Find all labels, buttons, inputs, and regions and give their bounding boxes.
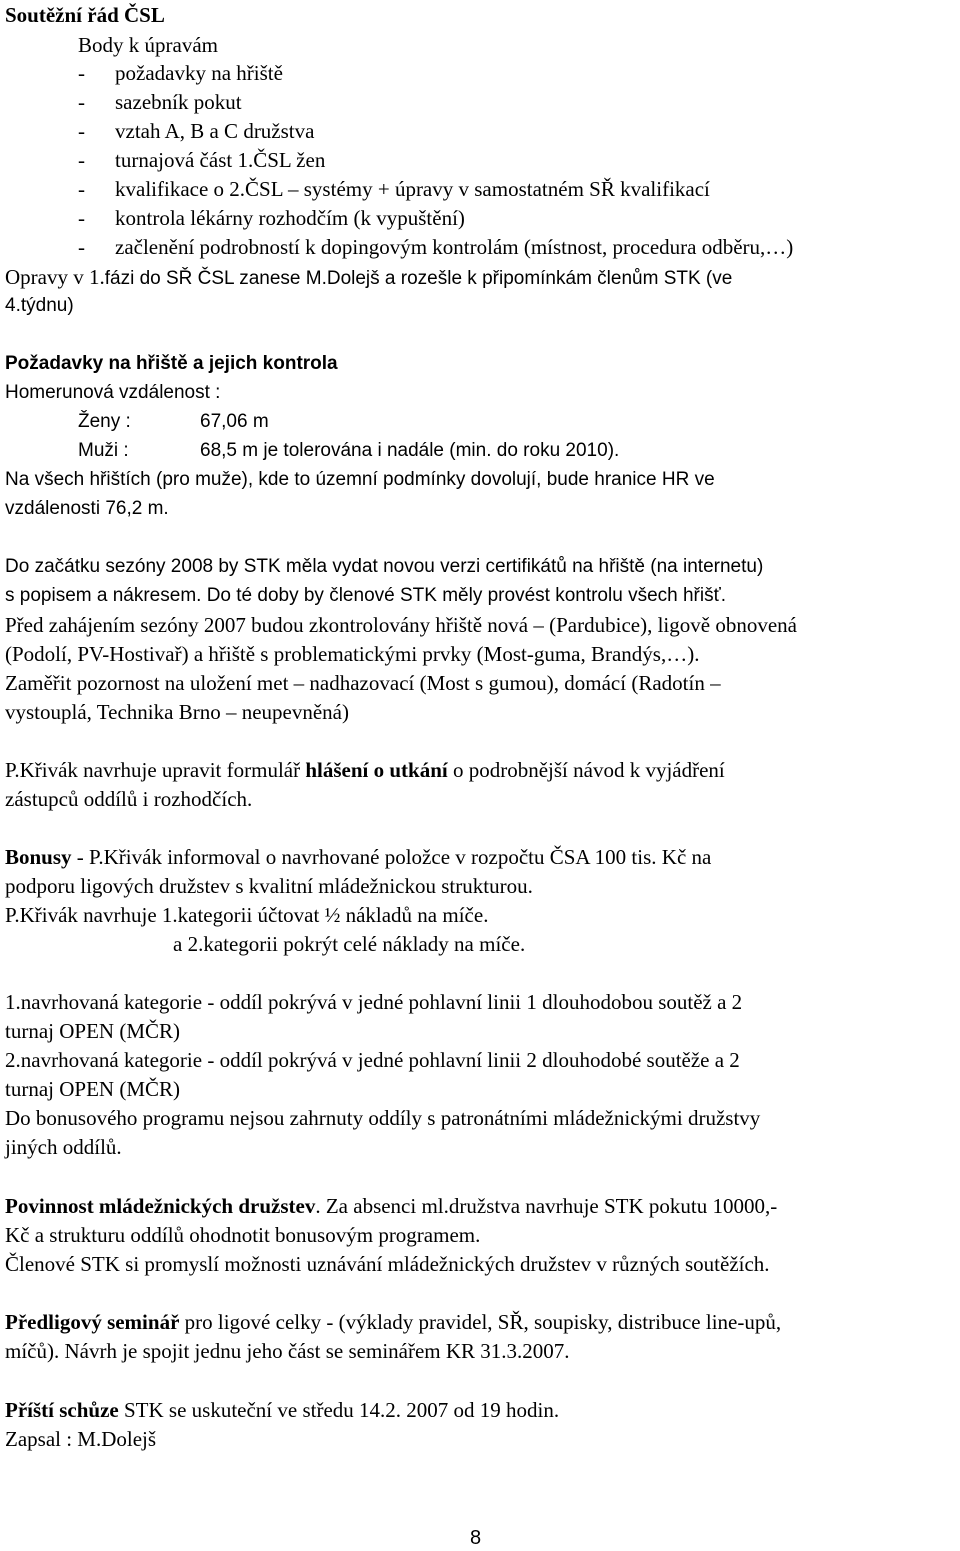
bullet-item: - vztah A, B a C družstva [78, 119, 315, 143]
kategorie-line: turnaj OPEN (MČR) [5, 1019, 180, 1043]
bullet-item: - kvalifikace o 2.ČSL – systémy + úpravy v samostatném SŘ kvalifikací [78, 177, 710, 201]
zapsal-line: Zapsal : M.Dolejš [5, 1427, 157, 1451]
bullet-dash: - [78, 235, 85, 259]
certifikaty-line: (Podolí, PV-Hostivař) a hřiště s problematickými prvky (Most-guma, Brandýs,…). [5, 642, 700, 666]
bullet-item: - požadavky na hřiště [78, 61, 283, 85]
opravy-paragraph-cont: 4.týdnu) [5, 295, 74, 316]
bullet-item: - turnajová část 1.ČSL žen [78, 148, 326, 172]
hriste-paragraph-cont: vzdálenosti 76,2 m. [5, 498, 169, 519]
bonusy-line: P.Křivák navrhuje 1.kategorii účtovat ½ nákladů na míče. [5, 903, 489, 927]
bullet-dash: - [78, 177, 85, 201]
body-heading: Body k úpravám [78, 33, 218, 57]
page-number: 8 [470, 1527, 482, 1549]
kategorie-line: jiných oddílů. [5, 1135, 122, 1159]
certifikaty-line: s popisem a nákresem. Do té doby by členové STK měly provést kontrolu všech hřišť. [5, 585, 726, 606]
zeny-distance-row: Ženy : 67,06 m [78, 411, 269, 432]
formular-paragraph: P.Křivák navrhuje upravit formulář hlášení o utkání o podrobnější návod k vyjádření [5, 758, 725, 782]
bonusy-line: a 2.kategorii pokrýt celé náklady na míče. [173, 932, 526, 956]
bullet-dash: - [78, 61, 85, 85]
povinnost-paragraph: Povinnost mládežnických družstev. Za absenci ml.družstva navrhuje STK pokutu 10000,- [5, 1194, 778, 1218]
bullet-dash: - [78, 206, 85, 230]
homerun-label: Homerunová vzdálenost : [5, 382, 221, 403]
seminar-line: míčů). Návrh je spojit jednu jeho část se seminářem KR 31.3.2007. [5, 1339, 570, 1363]
kategorie-line: turnaj OPEN (MČR) [5, 1077, 180, 1101]
bullet-dash: - [78, 148, 85, 172]
hriste-paragraph: Na všech hřištích (pro muže), kde to územní podmínky dovolují, bude hranice HR ve [5, 469, 715, 490]
certifikaty-line: Před zahájením sezóny 2007 budou zkontrolovány hřiště nová – (Pardubice), ligově obnovená [5, 613, 797, 637]
bullet-item: - začlenění podrobností k dopingovým kontrolám (místnost, procedura odběru,…) [78, 235, 794, 259]
bullet-item: - kontrola lékárny rozhodčím (k vypuštění) [78, 206, 465, 230]
kategorie-line: Do bonusového programu nejsou zahrnuty oddíly s patronátními mládežnickými družstvy [5, 1106, 761, 1130]
kategorie-line: 2.navrhovaná kategorie - oddíl pokrývá v jedné pohlavní linii 2 dlouhodobé soutěže a 2 [5, 1048, 740, 1072]
opravy-paragraph: Opravy v 1.fázi do SŘ ČSL zanese M.Dolejš a rozešle k připomínkám členům STK (ve [5, 265, 733, 289]
formular-paragraph-cont: zástupců oddílů i rozhodčích. [5, 787, 253, 811]
seminar-paragraph: Předligový seminář pro ligové celky - (výklady pravidel, SŘ, soupisky, distribuce line-upů, [5, 1310, 782, 1334]
section-heading-hriste: Požadavky na hřiště a jejich kontrola [5, 353, 338, 374]
document-title: Soutěžní řád ČSL [5, 3, 165, 27]
certifikaty-line: vystouplá, Technika Brno – neupevněná) [5, 700, 349, 724]
bonusy-line: podporu ligových družstev s kvalitní mládežnickou strukturou. [5, 874, 533, 898]
bonusy-paragraph: Bonusy - P.Křivák informoval o navrhované položce v rozpočtu ČSA 100 tis. Kč na [5, 845, 712, 869]
bullet-dash: - [78, 119, 85, 143]
muzi-distance-row: Muži : 68,5 m je tolerována i nadále (min. do roku 2010). [78, 440, 620, 461]
bullet-item: - sazebník pokut [78, 90, 242, 114]
certifikaty-line: Do začátku sezóny 2008 by STK měla vydat novou verzi certifikátů na hřiště (na internetu) [5, 556, 764, 577]
povinnost-line: Kč a strukturu oddílů ohodnotit bonusovým programem. [5, 1223, 481, 1247]
schuze-paragraph: Příští schůze STK se uskuteční ve středu 14.2. 2007 od 19 hodin. [5, 1398, 560, 1422]
certifikaty-line: Zaměřit pozornost na uložení met – nadhazovací (Most s gumou), domácí (Radotín – [5, 671, 721, 695]
bullet-dash: - [78, 90, 85, 114]
kategorie-line: 1.navrhovaná kategorie - oddíl pokrývá v jedné pohlavní linii 1 dlouhodobou soutěž a 2 [5, 990, 743, 1014]
povinnost-line: Členové STK si promyslí možnosti uznávání mládežnických družstev v různých soutěžích. [5, 1252, 770, 1276]
